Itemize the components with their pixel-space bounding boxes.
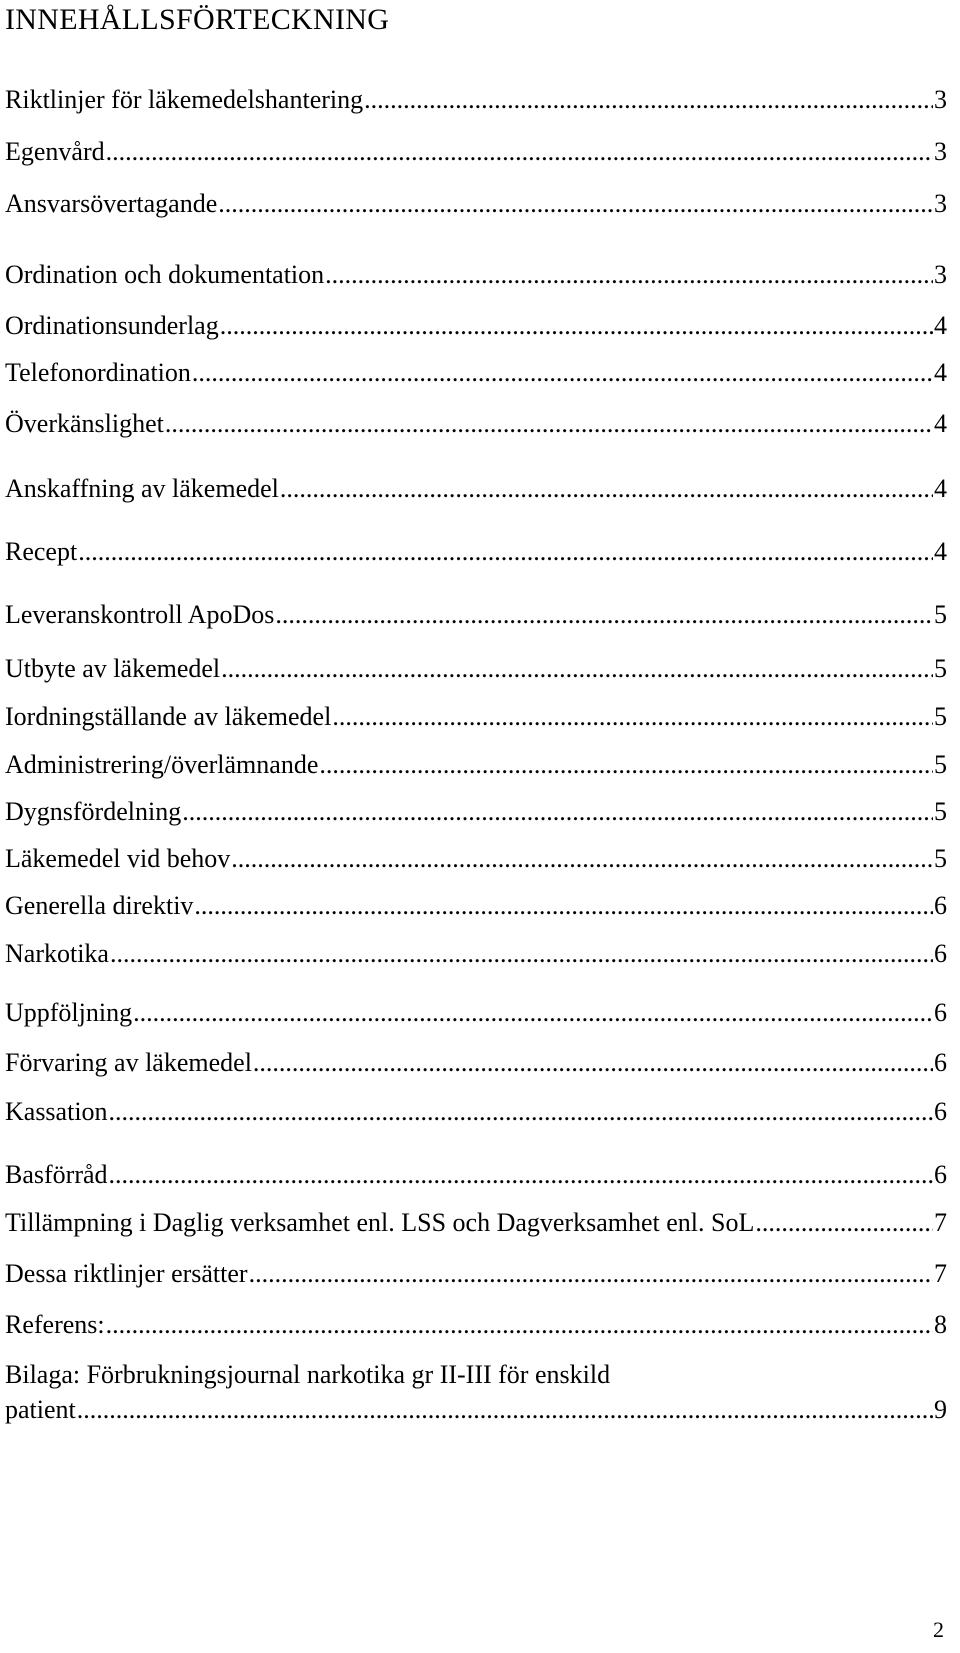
toc-entry-title: Generella direktiv [5, 891, 194, 920]
toc-entry-page: 7 [934, 1259, 947, 1288]
toc-entry-title: Riktlinjer för läkemedelshantering [5, 85, 364, 114]
toc-entry[interactable] [5, 1094, 947, 1130]
toc-leader-dots [275, 597, 933, 633]
toc-entry-title: Referens: [5, 1310, 105, 1339]
toc-entry-title: Narkotika [5, 939, 109, 968]
toc-leader-dots [332, 699, 933, 735]
toc-entry-title: Dygnsfördelning [5, 797, 182, 826]
toc-leader-dots [133, 995, 933, 1031]
toc-leader-dots [249, 1256, 933, 1292]
toc-entry[interactable] [5, 1205, 947, 1241]
toc-entry[interactable] [5, 257, 947, 293]
toc-leader-dots [77, 1392, 933, 1428]
toc-entry-title: Ordination och dokumentation [5, 260, 325, 289]
toc-entry[interactable] [5, 186, 947, 222]
toc-entry[interactable] [5, 841, 947, 877]
toc-entry[interactable] [5, 888, 947, 924]
toc-entry-page: 7 [934, 1208, 947, 1237]
toc-entry-title: Förvaring av läkemedel [5, 1048, 252, 1077]
toc-entry-page: 5 [934, 600, 947, 629]
toc-entry-title: Ordinationsunderlag [5, 311, 219, 340]
toc-leader-dots [280, 471, 933, 507]
toc-entry-page: 5 [934, 702, 947, 731]
toc-entry-page: 8 [934, 1310, 947, 1339]
toc-entry-page: 3 [934, 189, 947, 218]
toc-entry-title: Basförråd [5, 1160, 108, 1189]
toc-entry-title: Iordningställande av läkemedel [5, 702, 332, 731]
toc-entry[interactable] [5, 1307, 947, 1343]
toc-entry-page: 3 [934, 260, 947, 289]
toc-entry[interactable] [5, 355, 947, 391]
toc-entry-title: Telefonordination [5, 358, 191, 387]
toc-entry-page: 3 [934, 85, 947, 114]
toc-entry[interactable] [5, 936, 947, 972]
toc-entry-title-continued: patient [5, 1395, 76, 1424]
toc-entry-page: 4 [934, 358, 947, 387]
toc-leader-dots [192, 355, 933, 391]
toc-entry-page: 4 [934, 537, 947, 566]
toc-entry-page: 4 [934, 474, 947, 503]
toc-entry-title: Uppföljning [5, 998, 133, 1027]
toc-entry-title: Administrering/överlämnande [5, 750, 319, 779]
toc-entry-title: Utbyte av läkemedel [5, 654, 221, 683]
toc-leader-dots [755, 1205, 933, 1241]
toc-entry-page: 6 [934, 1048, 947, 1077]
toc-entry-title: Bilaga: Förbrukningsjournal narkotika gr II-III för enskild [5, 1360, 611, 1389]
toc-entry-page: 3 [934, 137, 947, 166]
toc-leader-dots [165, 406, 933, 442]
toc-leader-dots [253, 1045, 933, 1081]
toc-entry[interactable] [5, 534, 947, 570]
toc-entry[interactable] [5, 794, 947, 830]
toc-entry-title: Egenvård [5, 137, 105, 166]
toc-entry-title: Läkemedel vid behov [5, 844, 231, 873]
toc-leader-dots [106, 134, 933, 170]
toc-entry[interactable] [5, 406, 947, 442]
toc-entry-title: Leveranskontroll ApoDos [5, 600, 275, 629]
toc-entry[interactable] [5, 82, 947, 118]
toc-leader-dots [220, 308, 933, 344]
toc-entry-page: 5 [934, 844, 947, 873]
toc-entry-page: 6 [934, 939, 947, 968]
toc-entry[interactable] [5, 1045, 947, 1081]
toc-entry-title: Tillämpning i Daglig verksamhet enl. LSS och Dagverksamhet enl. SoL [5, 1208, 755, 1237]
toc-entry-page: 6 [934, 1097, 947, 1126]
toc-leader-dots [231, 841, 933, 877]
toc-leader-dots [194, 888, 933, 924]
toc-entry[interactable] [5, 651, 947, 687]
toc-entry[interactable] [5, 699, 947, 735]
toc-leader-dots [78, 534, 933, 570]
page-number: 2 [933, 1617, 944, 1642]
toc-heading: INNEHÅLLSFÖRTECKNING [5, 3, 390, 36]
toc-entry-title: Överkänslighet [5, 409, 164, 438]
toc-entry[interactable] [5, 995, 947, 1031]
toc-leader-dots [221, 651, 933, 687]
toc-entry[interactable] [5, 747, 947, 783]
toc-entry-page: 6 [934, 891, 947, 920]
toc-entry-page: 5 [934, 654, 947, 683]
toc-leader-dots [106, 1307, 933, 1343]
toc-leader-dots [110, 936, 933, 972]
toc-leader-dots [109, 1157, 933, 1193]
toc-entry-page: 5 [934, 750, 947, 779]
toc-leader-dots [218, 186, 933, 222]
toc-entry-page: 9 [934, 1395, 947, 1424]
toc-entry-page: 6 [934, 1160, 947, 1189]
toc-entry[interactable] [5, 134, 947, 170]
toc-leader-dots [182, 794, 933, 830]
toc-entry-page: 6 [934, 998, 947, 1027]
toc-entry[interactable] [5, 597, 947, 633]
toc-entry[interactable] [5, 308, 947, 344]
toc-leader-dots [325, 257, 933, 293]
toc-entry[interactable] [5, 1157, 947, 1193]
toc-entry-page: 4 [934, 409, 947, 438]
toc-entry-title: Dessa riktlinjer ersätter [5, 1259, 248, 1288]
toc-entry-title: Anskaffning av läkemedel [5, 474, 279, 503]
toc-leader-dots [319, 747, 933, 783]
toc-entry-page: 4 [934, 311, 947, 340]
toc-entry[interactable] [5, 1256, 947, 1292]
toc-entry-title: Ansvarsövertagande [5, 189, 218, 218]
toc-entry-title: Kassation [5, 1097, 108, 1126]
toc-leader-dots [109, 1094, 933, 1130]
toc-entry-title: Recept [5, 537, 78, 566]
toc-entry[interactable] [5, 471, 947, 507]
toc-entry[interactable] [5, 1358, 947, 1428]
toc-entry-page: 5 [934, 797, 947, 826]
toc-leader-dots [364, 82, 933, 118]
